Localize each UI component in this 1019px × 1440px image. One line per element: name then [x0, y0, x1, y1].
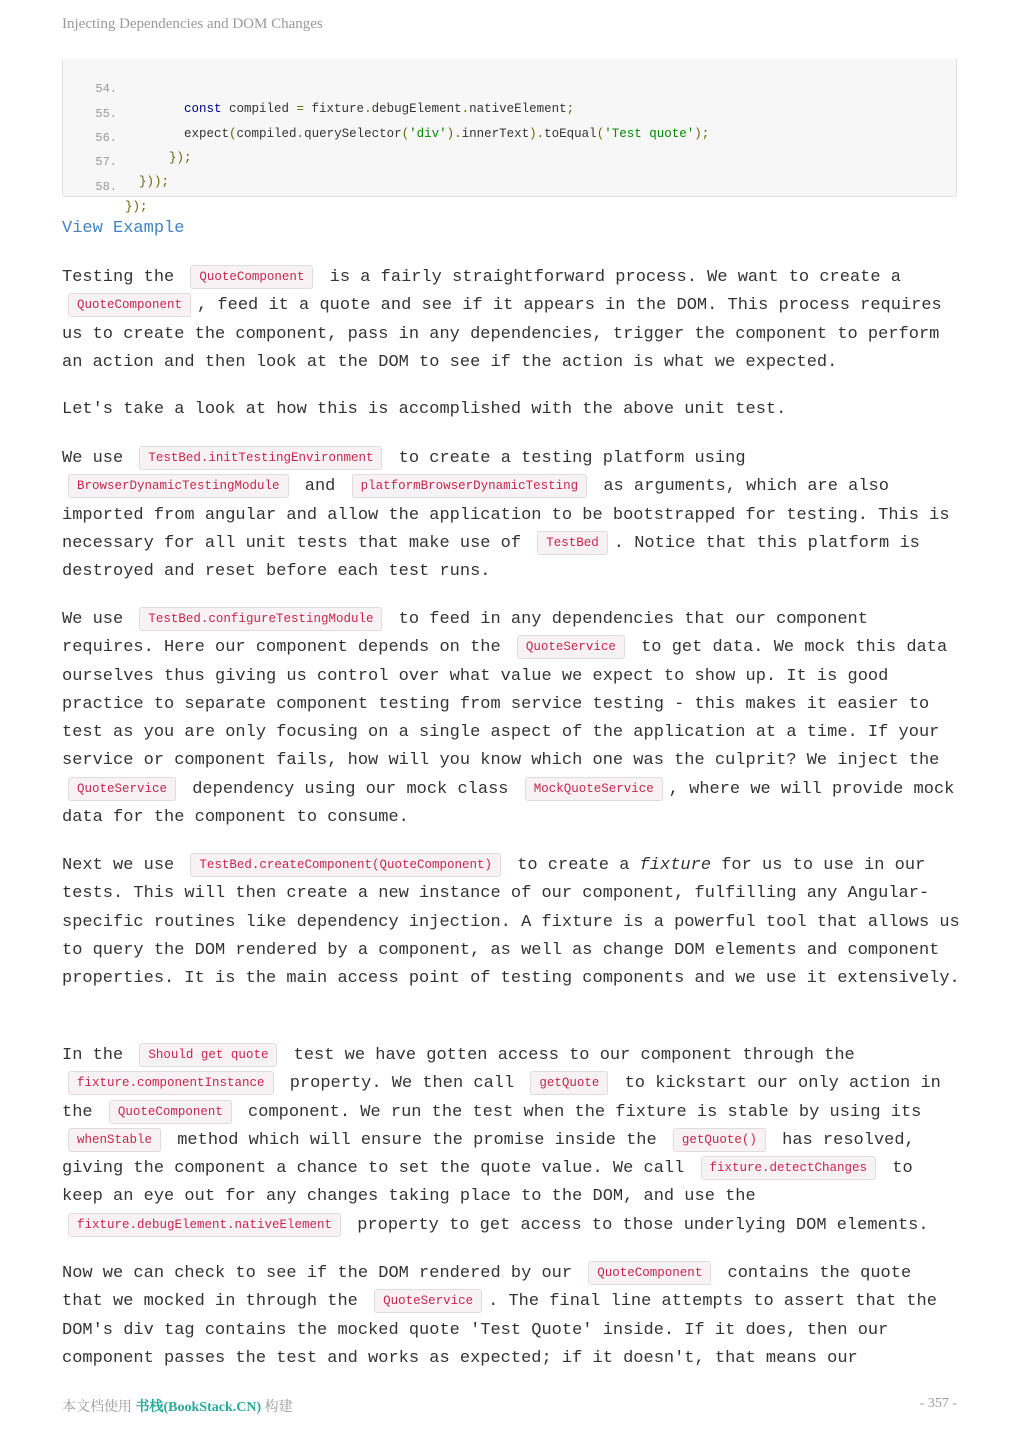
paragraph-lets-look: Let's take a look at how this is accomplished with the above unit test.	[62, 400, 787, 419]
inline-code: getQuote()	[673, 1128, 766, 1152]
line-number: 54.	[95, 82, 117, 96]
inline-code: QuoteService	[374, 1289, 482, 1313]
line-number: 56.	[95, 131, 117, 145]
inline-code: getQuote	[530, 1071, 608, 1095]
footer-credit	[62, 1396, 293, 1416]
paragraph-create-component: Next we use TestBed.createComponent(QuoteComponent) to create a fixture for us to use in our tests. This will then create a new instance of our component, fulfilling any Angular-specific routines like dependency injection. A fixture is a powerful tool that allows us to query the DOM rendered by a component, as well as change DOM elements and component properties. It is the main access point of testing components and we use it extensively.	[62, 852, 962, 993]
code-text: });	[125, 200, 148, 214]
inline-code: TestBed.createComponent(QuoteComponent)	[190, 853, 501, 877]
footer-prefix: 本文档使用	[62, 1400, 132, 1415]
inline-code: QuoteService	[68, 777, 176, 801]
inline-code: QuoteComponent	[68, 293, 191, 317]
inline-code: QuoteComponent	[190, 265, 313, 289]
running-header: Injecting Dependencies and DOM Changes	[62, 16, 323, 32]
footer-brand-link[interactable]: 书栈(BookStack.CN)	[135, 1400, 262, 1415]
code-text: });	[169, 151, 192, 165]
paragraph-should-get-quote: In the Should get quote test we have gotten access to our component through the fixture.componentInstance property. We then call getQuote to kickstart our only action in the QuoteComponent component. We run the test when the fixture is stable by using its whenStable method which will ensure the promise inside the getQuote() has resolved, giving the component a chance to set the quote value. We call fixture.detectChanges to keep an eye out for any changes taking place to the DOM, and use the fixture.debugElement.nativeElement property to get access to those underlying DOM elements.	[62, 1042, 962, 1240]
page-number: - 357 -	[919, 1396, 957, 1411]
code-text: }));	[139, 175, 170, 189]
inline-code: fixture.detectChanges	[701, 1156, 877, 1180]
paragraph-testing-intro: Testing the QuoteComponent is a fairly straightforward process. We want to create a QuoteComponent , feed it a quote and see if it appears in the DOM. This process requires us to create the component, pass in any dependencies, trigger the component to perform an action and then look at the DOM to see if the action is what we expected.	[62, 264, 962, 377]
paragraph-configure-module: We use TestBed.configureTestingModule to feed in any dependencies that our component requires. Here our component depends on the QuoteService to get data. We mock this data ourselves thus giving us control over what value we expect to show up. It is good practice to separate component testing from service testing - this makes it easier to test as you are only focusing on a single aspect of the application at a time. If your service or component fails, how will you know which one was the culprit? We inject the QuoteService dependency using our mock class MockQuoteService , where we will provide mock data for the component to consume.	[62, 606, 962, 832]
code-text: expect(compiled.querySelector('div').innerText).toEqual('Test quote');	[184, 127, 710, 141]
inline-code: platformBrowserDynamicTesting	[352, 474, 588, 498]
paragraph-init-environment: We use TestBed.initTestingEnvironment to create a testing platform using BrowserDynamicTestingModule and platformBrowserDynamicTesting as arguments, which are also imported from angular and allow the application to be bootstrapped for testing. This is necessary for all unit tests that make use of TestBed . Notice that this platform is destroyed and reset before each test runs.	[62, 445, 962, 586]
inline-code: fixture.debugElement.nativeElement	[68, 1213, 341, 1237]
inline-code: fixture.componentInstance	[68, 1071, 274, 1095]
code-block	[62, 59, 957, 214]
inline-code: TestBed.configureTestingModule	[139, 607, 382, 631]
inline-code: QuoteComponent	[588, 1261, 711, 1285]
line-number: 58.	[95, 180, 117, 194]
footer-suffix: 构建	[264, 1400, 293, 1415]
code-text: const compiled = fixture.debugElement.nativeElement;	[184, 102, 575, 116]
inline-code: MockQuoteService	[525, 777, 663, 801]
inline-code: QuoteComponent	[109, 1100, 232, 1124]
inline-code: BrowserDynamicTestingModule	[68, 474, 289, 498]
view-example-link[interactable]: View Example	[62, 219, 185, 238]
line-number: 55.	[95, 107, 117, 121]
inline-code: QuoteService	[517, 635, 625, 659]
inline-code: Should get quote	[139, 1043, 277, 1067]
inline-code: TestBed	[537, 531, 608, 555]
line-number: 57.	[95, 155, 117, 169]
inline-code: TestBed.initTestingEnvironment	[139, 446, 382, 470]
inline-code: whenStable	[68, 1128, 161, 1152]
paragraph-check-dom: Now we can check to see if the DOM rendered by our QuoteComponent contains the quote that we mocked in through the QuoteService . The final line attempts to assert that the DOM's div tag contains the mocked quote 'Test Quote' inside. If it does, then our component passes the test and works as expected; if it doesn't, that means our	[62, 1260, 962, 1373]
